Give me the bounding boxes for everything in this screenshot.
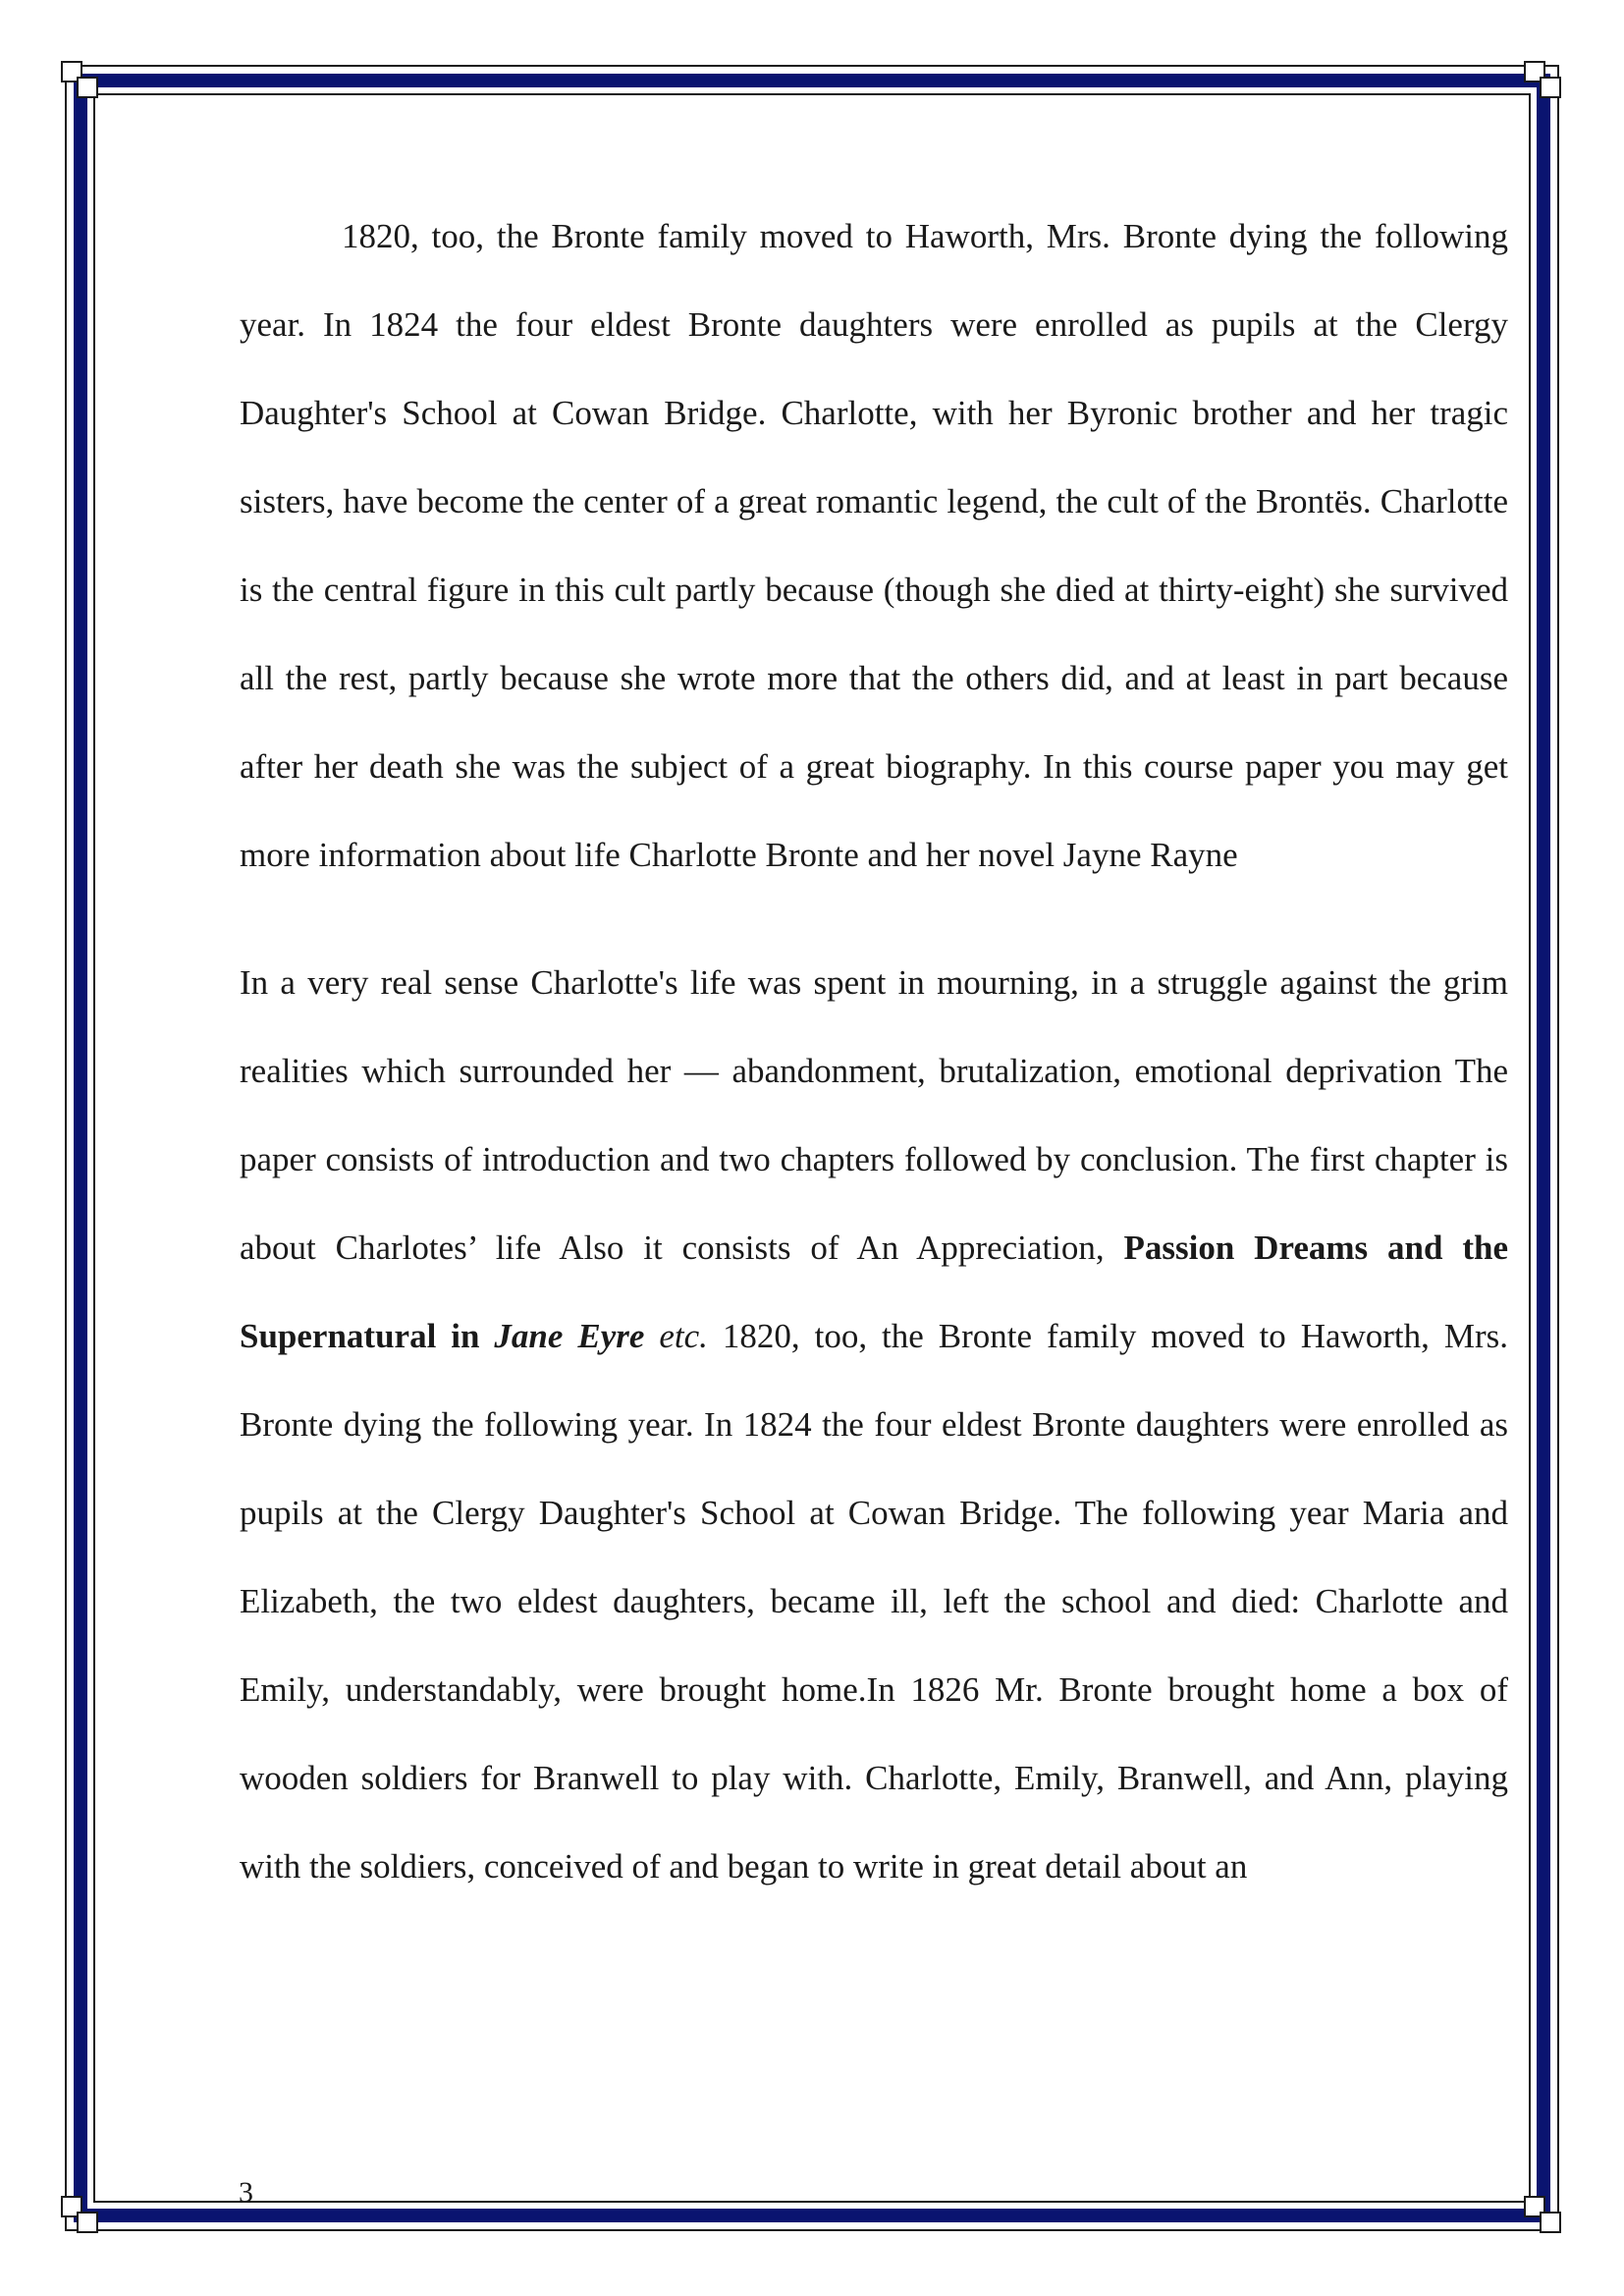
page-number: 3 [239,2176,253,2209]
border-corner-bottom-left [61,2196,100,2235]
paragraph-1: 1820, too, the Bronte family moved to Haworth, Mrs. Bronte dying the following year. In 1824 the four eldest Bronte daughters were enrolled as pupils at the Clergy Daughter's School at Cowan Bridge. Charlotte, with her Byronic brother and her tragic sisters, have become the center of a great romantic legend, the cult of the Brontës. Charlotte is the central figure in this cult partly because (though she died at thirty-eight) she survived all the rest, partly because she wrote more that the others did, and at least in part because after her death she was the subject of a great biography. In this course paper you may get more information about life Charlotte Bronte and her novel Jayne Rayne [240,217,1508,874]
paragraph-2-novel-title: Jane Eyre [494,1317,645,1355]
document-body [240,192,1508,1911]
border-corner-top-left [61,61,100,100]
paragraph-2-bold-title: Passion Dreams and the Supernatural in [240,1229,1508,1355]
border-corner-bottom-right [1524,2196,1563,2235]
paragraph-2-etc: etc. [644,1317,708,1355]
paragraph-2 [240,939,1508,1911]
paragraph-2-intro: In a very real sense Charlotte's life was spent in mourning, in a struggle against the grim realities which surrounded her — abandonment, brutalization, emotional deprivation The paper consists of introduction and two chapters followed by conclusion. The first chapter is about Charlotes’ life Also it consists of An Appreciation, [240,963,1508,1267]
paragraph-2-rest: 1820, too, the Bronte family moved to Haworth, Mrs. Bronte dying the following year. In 1824 the four eldest Bronte daughters were enrolled as pupils at the Clergy Daughter's School at Cowan Bridge. The following year Maria and Elizabeth, the two eldest daughters, became ill, left the school and died: Charlotte and Emily, understandably, were brought home.In 1826 Mr. Bronte brought home a box of wooden soldiers for Branwell to play with. Charlotte, Emily, Branwell, and Ann, playing with the soldiers, conceived of and began to write in great detail about an [240,1317,1509,1886]
border-corner-top-right [1524,61,1563,100]
